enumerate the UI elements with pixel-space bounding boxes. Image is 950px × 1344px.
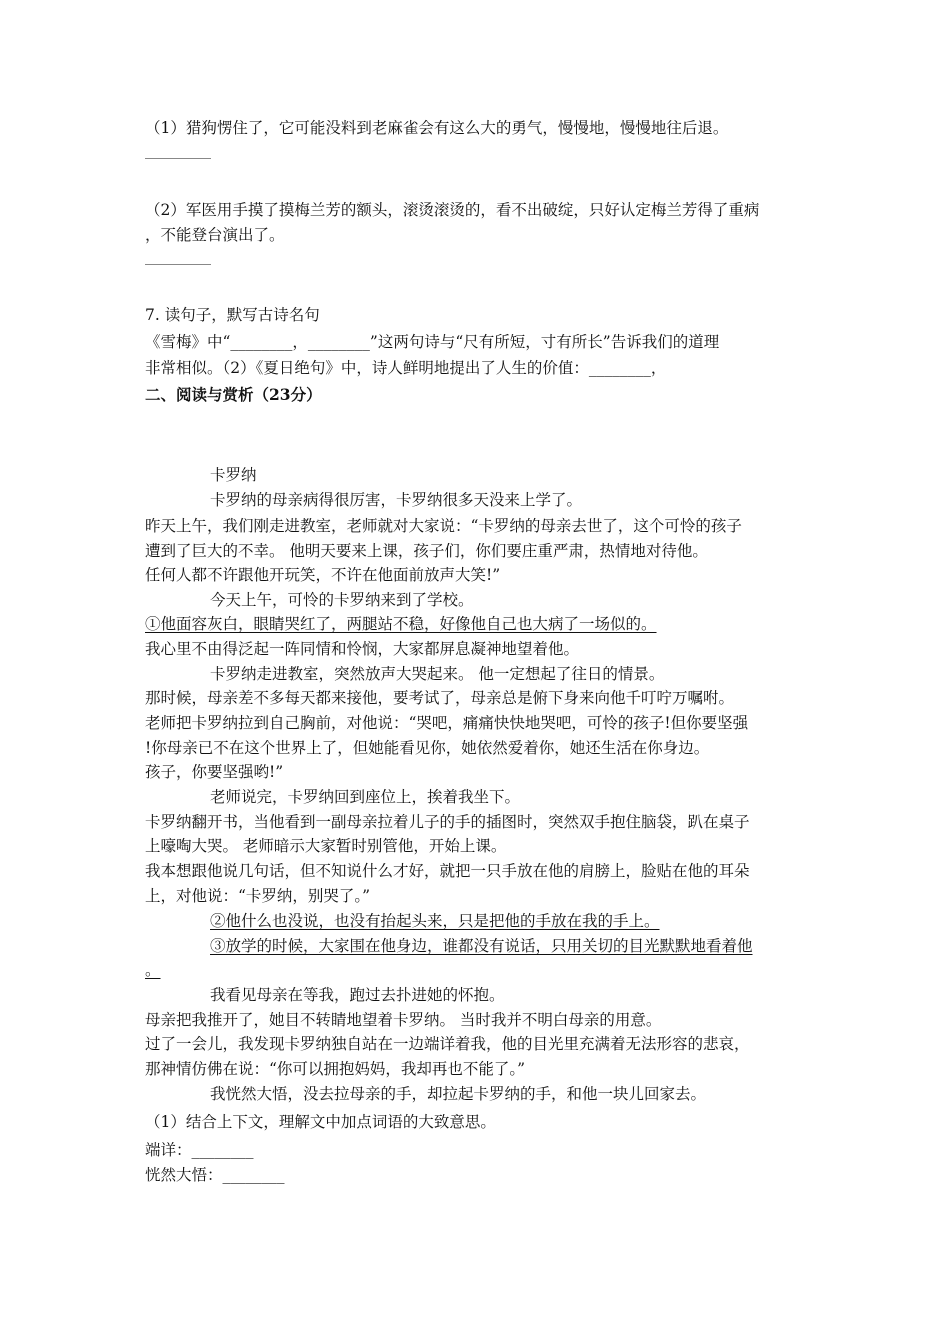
passage-line: 过了一会儿，我发现卡罗纳独自站在一边端详着我，他的目光里充满着无法形容的悲哀，: [145, 1035, 750, 1053]
passage-line: 老师把卡罗纳拉到自己胸前，对他说：“哭吧，痛痛快快地哭吧，可怜的孩子!但你要坚强: [145, 714, 749, 732]
passage-line: 卡罗纳的母亲病得很厉害，卡罗纳很多天没来上学了。: [210, 491, 583, 509]
passage-line: 我恍然大悟，没去拉母亲的手，却拉起卡罗纳的手，和他一块儿回家去。: [210, 1085, 707, 1103]
q6-item-1: （1）猎狗愣住了，它可能没料到老麻雀会有这么大的勇气，慢慢地，慢慢地往后退。: [145, 119, 729, 137]
passage-line: 昨天上午，我们刚走进教室，老师就对大家说：“卡罗纳的母亲去世了，这个可怜的孩子: [145, 517, 742, 535]
passage-line: 我看见母亲在等我，跑过去扑进她的怀抱。: [210, 986, 505, 1004]
underlined-sentence-3-end: 。: [145, 961, 161, 979]
passage-line: 卡罗纳走进教室，突然放声大哭起来。 他一定想起了往日的情景。: [210, 665, 665, 683]
passage-line: 老师说完，卡罗纳回到座位上，挨着我坐下。: [210, 788, 521, 806]
passage-title: 卡罗纳: [210, 466, 257, 484]
underlined-sentence-1: ①他面容灰白，眼睛哭红了，两腿站不稳，好像他自己也大病了一场似的。: [145, 615, 657, 633]
underlined-sentence-3: ③放学的时候，大家围在他身边，谁都没有说话，只用关切的目光默默地看着他: [210, 937, 753, 955]
passage-line: 遭到了巨大的不幸。 他明天要来上课，孩子们，你们要庄重严肃，热情地对待他。: [145, 542, 708, 560]
q7-line-1: 《雪梅》中“________，________”这两句诗与“尺有所短，寸有所长”告诉我们的道理: [145, 333, 720, 351]
passage-line: !你母亲已不在这个世界上了，但她能看见你，她依然爱着你，她还生活在你身边。: [145, 739, 710, 757]
answer-blank: [145, 264, 211, 265]
passage-line: 上嚎啕大哭。 老师暗示大家暂时别管他，开始上课。: [145, 837, 507, 855]
answer-blank: [145, 158, 211, 159]
passage-line: 母亲把我推开了，她目不转睛地望着卡罗纳。 当时我并不明白母亲的用意。: [145, 1011, 662, 1029]
q7-title: 7. 读句子，默写古诗名句: [145, 306, 320, 324]
q6-item-2-line-2: ，不能登台演出了。: [145, 226, 285, 244]
passage-line: 那神情仿佛在说：“你可以拥抱妈妈，我却再也不能了。”: [145, 1060, 526, 1078]
underlined-sentence-2: ②他什么也没说，也没有抬起头来，只是把他的手放在我的手上。: [210, 912, 660, 930]
passage-line: 卡罗纳翻开书，当他看到一副母亲拉着儿子的手的插图时，突然双手抱住脑袋，趴在桌子: [145, 813, 750, 831]
passage-line: 今天上午，可怜的卡罗纳来到了学校。: [210, 591, 474, 609]
passage-line: 任何人都不许跟他开玩笑，不许在他面前放声大笑!”: [145, 566, 501, 584]
q6-item-2-line-1: （2）军医用手摸了摸梅兰芳的额头，滚烫滚烫的，看不出破绽，只好认定梅兰芳得了重病: [145, 201, 760, 219]
passage-line: 我心里不由得泛起一阵同情和怜悯，大家都屏息凝神地望着他。: [145, 640, 580, 658]
section-heading: 二、阅读与赏析（23分）: [145, 385, 322, 404]
question-1: （1）结合上下文，理解文中加点词语的大致意思。: [145, 1113, 496, 1131]
answer-duanxiang: 端详：________: [145, 1141, 254, 1159]
passage-line: 上，对他说：“卡罗纳，别哭了。”: [145, 887, 371, 905]
passage-line: 孩子，你要坚强哟!”: [145, 763, 284, 781]
passage-line: 那时候，母亲差不多每天都来接他，要考试了，母亲总是俯下身来向他千叮咛万嘱咐。: [145, 689, 735, 707]
answer-huangran-dawu: 恍然大悟：________: [145, 1166, 285, 1184]
q7-line-2: 非常相似。（2）《夏日绝句》中，诗人鲜明地提出了人生的价值：________，: [145, 359, 667, 377]
passage-line: 我本想跟他说几句话，但不知说什么才好，就把一只手放在他的肩膀上，脸贴在他的耳朵: [145, 862, 750, 880]
